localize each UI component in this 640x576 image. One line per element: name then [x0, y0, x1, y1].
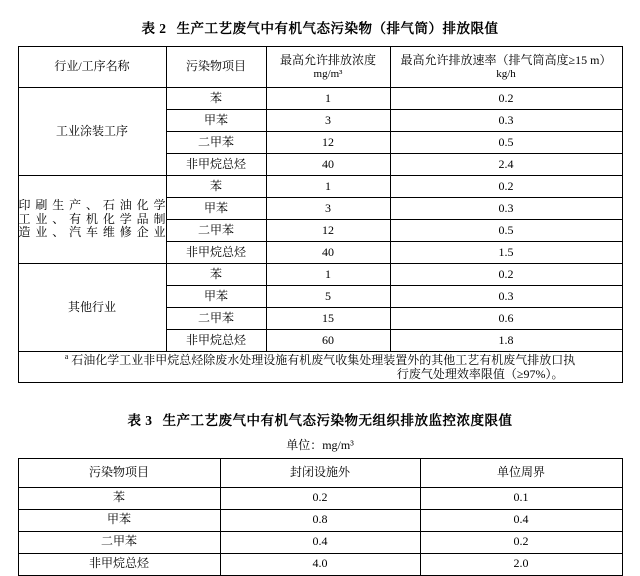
table3-caption: [0, 409, 640, 429]
table2-footnote: [18, 352, 622, 383]
table2-number: 表 2: [141, 21, 167, 36]
table3-number: 表 3: [127, 412, 153, 428]
table2-cell-rate: 0.2: [390, 88, 622, 110]
between-tables-spacer: [0, 383, 640, 409]
table2-header-rate-main: 最高允许排放速率（排气筒高度≥15 m）: [400, 52, 612, 67]
table2-cell-rate: 1.5: [390, 242, 622, 264]
table2-header-rate: [390, 47, 622, 88]
table2-group-name-line: 造业、汽车维修企业: [18, 225, 166, 240]
table2-group-name-line: 印刷生产、石油化学: [18, 197, 166, 212]
table2-cell-concentration: 40: [266, 242, 390, 264]
table2-cell-rate: 0.3: [390, 198, 622, 220]
footnote-text-line2: 行废气处理效率限值（≥97%）。: [396, 366, 564, 381]
table3-cell-enclosure: 0.2: [220, 487, 420, 509]
table3-cell-boundary: 2.0: [420, 553, 622, 575]
table2-cell-rate: 0.2: [390, 264, 622, 286]
table2-cell-pollutant: 苯: [166, 88, 266, 110]
table3-unit-line: 单位：mg/m³: [286, 437, 354, 452]
footnote-marker: a: [64, 352, 69, 361]
table2-group-name: 其他行业: [18, 264, 166, 352]
table2: [18, 46, 623, 383]
table2-cell-pollutant: 苯: [166, 264, 266, 286]
table2-header-industry: 行业/工序名称: [18, 47, 166, 88]
table-row: [18, 509, 622, 531]
table3-cell-boundary: 0.1: [420, 487, 622, 509]
table3-header-row: [18, 458, 622, 487]
table2-cell-rate: 2.4: [390, 154, 622, 176]
table3-header-pollutant: 污染物项目: [18, 458, 220, 487]
table3-header-boundary: 单位周界: [420, 458, 622, 487]
table2-cell-rate: 0.2: [390, 176, 622, 198]
table2-group-name: [18, 176, 166, 264]
table2-header-rate-unit: kg/h: [496, 67, 516, 80]
table2-footnote-row: [18, 352, 622, 383]
table2-cell-concentration: 1: [266, 88, 390, 110]
table2-cell-pollutant: 非甲烷总烃: [166, 330, 266, 352]
table2-cell-rate: 1.8: [390, 330, 622, 352]
table-row: [18, 553, 622, 575]
table2-cell-rate: 0.6: [390, 308, 622, 330]
table3-cell-boundary: 0.2: [420, 531, 622, 553]
table2-cell-pollutant: 二甲苯: [166, 132, 266, 154]
table3: [18, 458, 623, 576]
table2-header-concentration-main: 最高允许排放浓度: [279, 52, 376, 67]
table2-cell-rate: 0.5: [390, 132, 622, 154]
table2-header-concentration-unit: mg/m³: [313, 67, 343, 80]
table2-caption: [0, 17, 640, 37]
table2-cell-concentration: 1: [266, 264, 390, 286]
table2-group-name: 工业涂装工序: [18, 88, 166, 176]
table2-cell-concentration: 40: [266, 154, 390, 176]
table2-cell-pollutant: 非甲烷总烃: [166, 154, 266, 176]
table2-cell-pollutant: 二甲苯: [166, 308, 266, 330]
table2-cell-concentration: 15: [266, 308, 390, 330]
table2-cell-concentration: 5: [266, 286, 390, 308]
table3-cell-boundary: 0.4: [420, 509, 622, 531]
table2-cell-concentration: 12: [266, 220, 390, 242]
table2-cell-concentration: 3: [266, 110, 390, 132]
table3-cell-pollutant: 二甲苯: [18, 531, 220, 553]
top-spacer: [0, 0, 640, 17]
table2-cell-concentration: 3: [266, 198, 390, 220]
table-row: [18, 176, 622, 198]
table2-cell-pollutant: 非甲烷总烃: [166, 242, 266, 264]
table2-cell-concentration: 12: [266, 132, 390, 154]
table3-cell-enclosure: 4.0: [220, 553, 420, 575]
table2-cell-concentration: 60: [266, 330, 390, 352]
table-row: [18, 487, 622, 509]
table3-cell-pollutant: 苯: [18, 487, 220, 509]
table2-header-pollutant: 污染物项目: [166, 47, 266, 88]
table-row: [18, 88, 622, 110]
table2-cell-rate: 0.3: [390, 286, 622, 308]
table3-cell-pollutant: 甲苯: [18, 509, 220, 531]
table2-header-concentration: [266, 47, 390, 88]
table2-cell-concentration: 1: [266, 176, 390, 198]
table2-cell-pollutant: 苯: [166, 176, 266, 198]
footnote-text-line1: 石油化学工业非甲烷总烃除废水处理设施有机废气收集处理装置外的其他工艺有机废气排放口执: [71, 353, 576, 367]
table2-group-name-line: 工业、有机化学品制: [18, 211, 166, 226]
table3-header-enclosure: 封闭设施外: [220, 458, 420, 487]
table2-title-text: 生产工艺废气中有机气态污染物（排气筒）排放限值: [176, 21, 499, 36]
table-row: [18, 264, 622, 286]
table2-cell-rate: 0.5: [390, 220, 622, 242]
table2-header-row: [18, 47, 622, 88]
table3-cell-enclosure: 0.4: [220, 531, 420, 553]
table2-cell-pollutant: 甲苯: [166, 286, 266, 308]
table2-cell-pollutant: 二甲苯: [166, 220, 266, 242]
table2-cell-pollutant: 甲苯: [166, 110, 266, 132]
table2-cell-rate: 0.3: [390, 110, 622, 132]
table3-cell-enclosure: 0.8: [220, 509, 420, 531]
table-row: [18, 531, 622, 553]
table3-title-text: 生产工艺废气中有机气态污染物无组织排放监控浓度限值: [162, 412, 513, 428]
table2-cell-pollutant: 甲苯: [166, 198, 266, 220]
table3-cell-pollutant: 非甲烷总烃: [18, 553, 220, 575]
